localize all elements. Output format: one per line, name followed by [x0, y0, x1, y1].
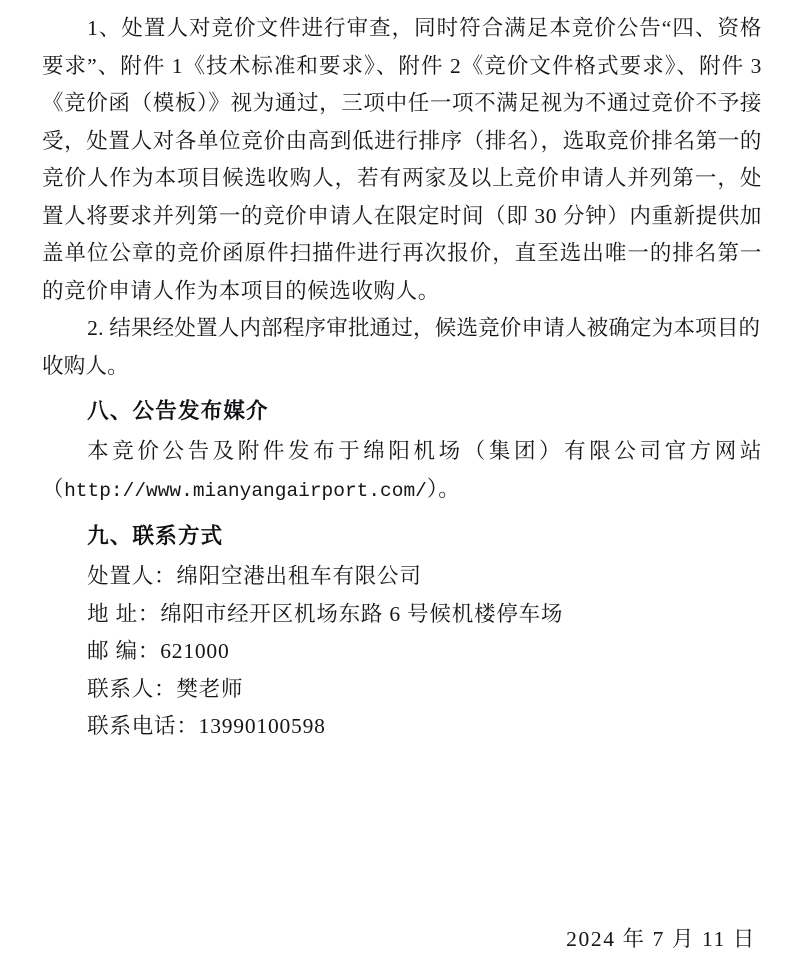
- contact-value-disposer: 绵阳空港出租车有限公司: [176, 564, 422, 588]
- section-8-body: [42, 433, 762, 510]
- contact-label-phone: 联系电话：: [87, 714, 199, 738]
- paragraph-clause-1: 1、处置人对竞价文件进行审查，同时符合满足本竞价公告“四、资格要求”、附件 1《技术标准和要求》、附件 2《竞价文件格式要求》、附件 3《竞价函（模板）》视为通过，三项中任一项不满足视为不通过竞价不予接受，处置人对各单位竞价由高到低进行排序（排名），选取竞价排名第一的竞价人作为本项目候选收购人，若有两家及以上竞价申请人并列第一，处置人将要求并列第一的竞价申请人在限定时间（即 30 分钟）内重新提供加盖单位公章的竞价函原件扫描件进行再次报价，直至选出唯一的排名第一的竞价申请人作为本项目的候选收购人。: [42, 16, 762, 303]
- contact-label-address: 地 址：: [87, 601, 161, 626]
- contact-item-phone: [42, 708, 762, 746]
- contact-label-disposer: 处置人：: [87, 564, 177, 588]
- section-heading-9: 九、联系方式: [87, 524, 224, 548]
- official-website-url[interactable]: http://www.mianyangairport.com/: [64, 479, 427, 502]
- section-8-body-prefix: 本竞价公告及附件发布于绵阳机场（集团）有限公司官方网站（: [42, 439, 762, 501]
- contact-value-person: 樊老师: [176, 676, 244, 701]
- contact-list: [42, 558, 762, 746]
- contact-value-address: 绵阳市经开区机场东路 6 号候机楼停车场: [160, 601, 564, 626]
- section-heading-8: 八、公告发布媒介: [87, 399, 269, 423]
- contact-item-address: [42, 596, 762, 634]
- section-8-body-suffix: ）。: [426, 476, 461, 501]
- contact-item-person: [42, 671, 762, 709]
- paragraph-clause-2: 2. 结果经处置人内部程序审批通过，候选竞价申请人被确定为本项目的收购人。: [42, 316, 761, 378]
- contact-value-postcode: 621000: [160, 639, 230, 663]
- contact-item-disposer: [42, 558, 762, 596]
- contact-label-postcode: 邮 编：: [87, 639, 161, 663]
- document-date: 2024 年 7 月 11 日: [566, 927, 756, 951]
- contact-label-person: 联系人：: [87, 676, 177, 701]
- contact-item-postcode: [42, 633, 762, 671]
- contact-value-phone: 13990100598: [198, 714, 326, 738]
